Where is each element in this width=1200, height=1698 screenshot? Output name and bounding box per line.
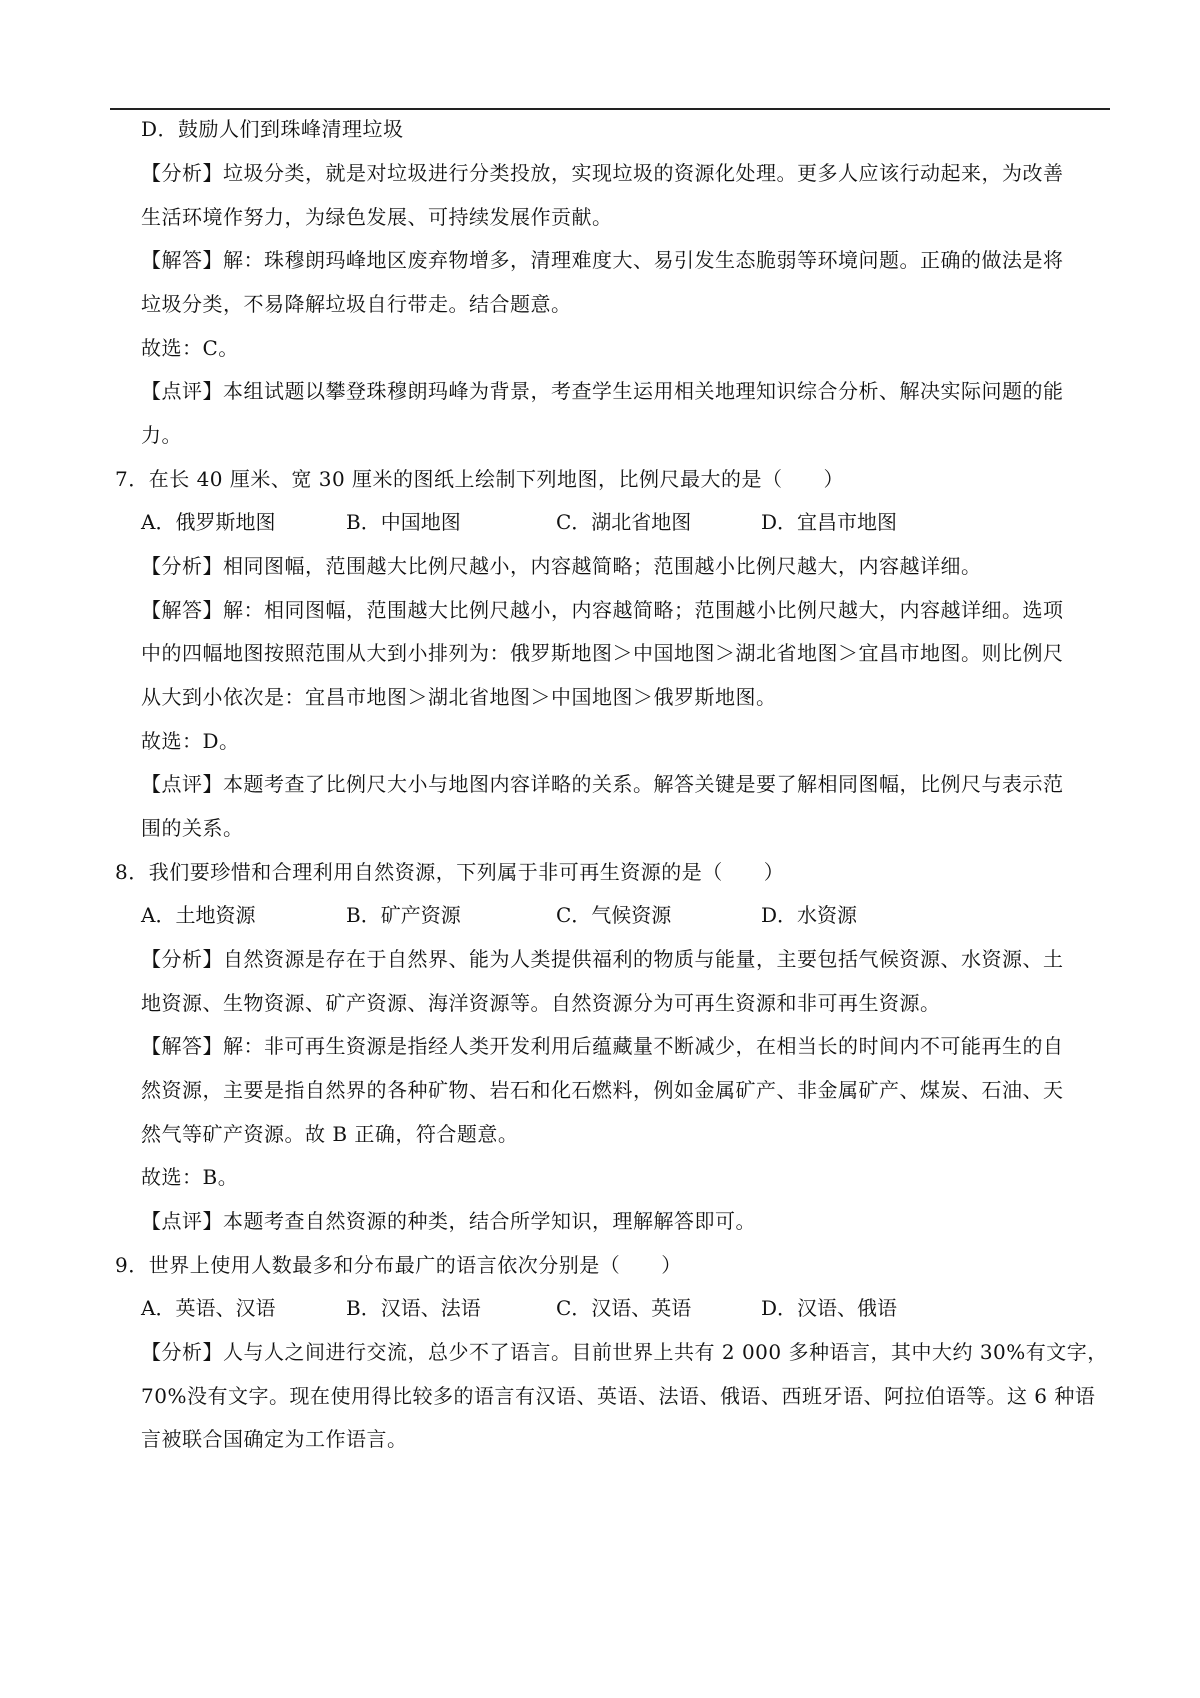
q8-question: 8．我们要珍惜和合理利用自然资源，下列属于非可再生资源的是（ ）	[115, 860, 785, 884]
q9-option-b: B．汉语、法语	[346, 1296, 481, 1320]
q6-comment-line-1: 【点评】本组试题以攀登珠穆朗玛峰为背景，考查学生运用相关地理知识综合分析、解决实际问题的能	[141, 379, 1064, 403]
header-rule	[110, 108, 1110, 110]
q9-option-a: A．英语、汉语	[141, 1296, 276, 1320]
q7-answer-line-2: 中的四幅地图按照范围从大到小排列为：俄罗斯地图＞中国地图＞湖北省地图＞宜昌市地图。则比例尺	[141, 641, 1064, 665]
q6-answer-line-2: 垃圾分类，不易降解垃圾自行带走。结合题意。	[141, 292, 572, 316]
q7-question: 7．在长 40 厘米、宽 30 厘米的图纸上绘制下列地图，比例尺最大的是（ ）	[115, 467, 845, 491]
q6-answer-line-1: 【解答】解：珠穆朗玛峰地区废弃物增多，清理难度大、易引发生态脆弱等环境问题。正确的做法是将	[141, 248, 1064, 272]
q6-comment-line-2: 力。	[141, 423, 182, 447]
q8-comment-line-1: 【点评】本题考查自然资源的种类，结合所学知识，理解解答即可。	[141, 1209, 756, 1233]
q8-answer-line-3: 然气等矿产资源。故 B 正确，符合题意。	[141, 1122, 519, 1146]
q8-answer-line-2: 然资源，主要是指自然界的各种矿物、岩石和化石燃料，例如金属矿产、非金属矿产、煤炭、石油、天	[141, 1078, 1064, 1102]
q8-analysis-line-1: 【分析】自然资源是存在于自然界、能为人类提供福利的物质与能量，主要包括气候资源、水资源、土	[141, 947, 1064, 971]
q8-analysis-line-2: 地资源、生物资源、矿产资源、海洋资源等。自然资源分为可再生资源和非可再生资源。	[141, 991, 941, 1015]
q9-analysis-line-2: 70%没有文字。现在使用得比较多的语言有汉语、英语、法语、俄语、西班牙语、阿拉伯语等。这 6 种语	[141, 1384, 1096, 1408]
q7-answer-line-3: 从大到小依次是：宜昌市地图＞湖北省地图＞中国地图＞俄罗斯地图。	[141, 685, 777, 709]
q7-comment-line-1: 【点评】本题考查了比例尺大小与地图内容详略的关系。解答关键是要了解相同图幅，比例尺与表示范	[141, 772, 1064, 796]
q9-option-c: C．汉语、英语	[556, 1296, 692, 1320]
q6-analysis-line-1: 【分析】垃圾分类，就是对垃圾进行分类投放，实现垃圾的资源化处理。更多人应该行动起来，为改善	[141, 161, 1064, 185]
q7-option-c: C．湖北省地图	[556, 510, 692, 534]
q8-option-c: C．气候资源	[556, 903, 672, 927]
q7-choice: 故选：D。	[141, 729, 240, 753]
q9-analysis-line-3: 言被联合国确定为工作语言。	[141, 1427, 408, 1451]
q8-option-b: B．矿产资源	[346, 903, 461, 927]
q8-answer-line-1: 【解答】解：非可再生资源是指经人类开发利用后蕴藏量不断减少，在相当长的时间内不可能再生的自	[141, 1034, 1064, 1058]
q7-analysis-line-1: 【分析】相同图幅，范围越大比例尺越小，内容越简略；范围越小比例尺越大，内容越详细。	[141, 554, 982, 578]
q6-analysis-line-2: 生活环境作努力，为绿色发展、可持续发展作贡献。	[141, 205, 613, 229]
q9-question: 9．世界上使用人数最多和分布最广的语言依次分别是（ ）	[115, 1253, 682, 1277]
q9-option-d: D．汉语、俄语	[761, 1296, 898, 1320]
q6-choice: 故选：C。	[141, 336, 239, 360]
q8-option-a: A．土地资源	[141, 903, 256, 927]
q9-analysis-line-1: 【分析】人与人之间进行交流，总少不了语言。目前世界上共有 2 000 多种语言，其中大约 30%有文字，	[141, 1340, 1108, 1364]
q7-option-b: B．中国地图	[346, 510, 461, 534]
q7-option-d: D．宜昌市地图	[761, 510, 898, 534]
q8-option-d: D．水资源	[761, 903, 858, 927]
q7-option-a: A．俄罗斯地图	[141, 510, 276, 534]
q7-comment-line-2: 围的关系。	[141, 816, 244, 840]
q7-answer-line-1: 【解答】解：相同图幅，范围越大比例尺越小，内容越简略；范围越小比例尺越大，内容越详细。选项	[141, 598, 1064, 622]
q6-option-d: D．鼓励人们到珠峰清理垃圾	[141, 117, 404, 141]
q8-choice: 故选：B。	[141, 1165, 239, 1189]
